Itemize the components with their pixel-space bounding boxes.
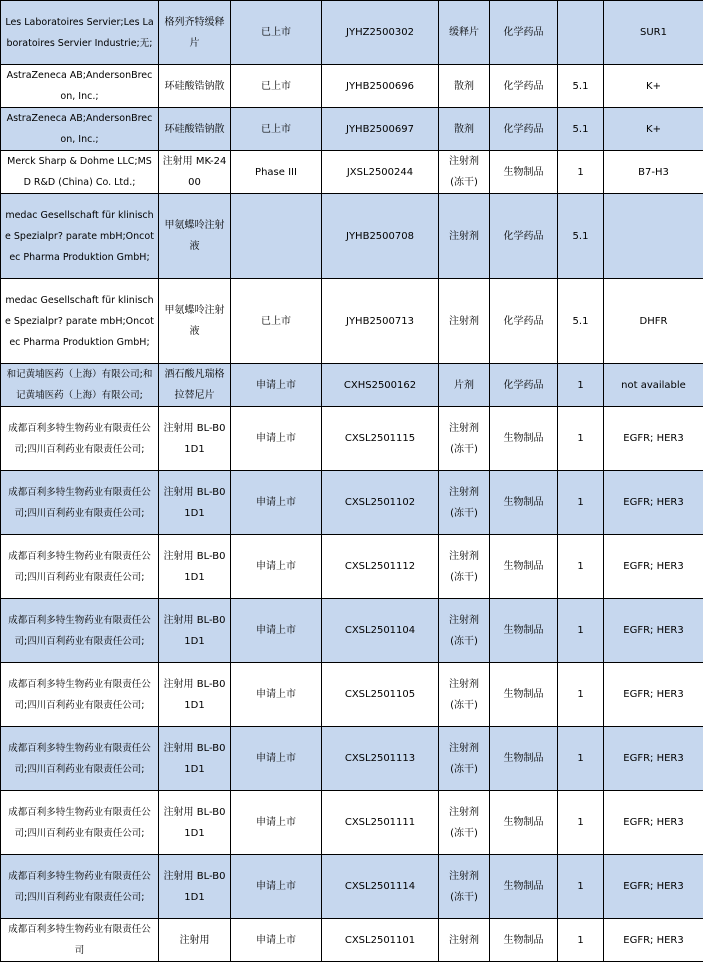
drug-category-cell: 化学药品 — [490, 108, 558, 151]
drug-name-cell: 注射用 BL-B01D1 — [159, 663, 231, 727]
registration-class-cell: 1 — [558, 855, 604, 919]
registration-class-cell: 1 — [558, 364, 604, 407]
acceptance-code-cell: CXHS2500162 — [322, 364, 439, 407]
company-cell: 成都百利多特生物药业有限责任公司;四川百利药业有限责任公司; — [1, 791, 159, 855]
drug-category-cell: 生物制品 — [490, 151, 558, 194]
company-cell: AstraZeneca AB;AndersonBrecon, Inc.; — [1, 108, 159, 151]
acceptance-code-cell: CXSL2501114 — [322, 855, 439, 919]
drug-name-cell: 注射用 BL-B01D1 — [159, 407, 231, 471]
company-cell: 成都百利多特生物药业有限责任公司;四川百利药业有限责任公司; — [1, 471, 159, 535]
status-cell: 申请上市 — [231, 599, 322, 663]
drug-name-cell: 环硅酸锆钠散 — [159, 108, 231, 151]
registration-class-cell: 1 — [558, 599, 604, 663]
target-cell: EGFR; HER3 — [604, 471, 703, 535]
status-cell: 申请上市 — [231, 535, 322, 599]
drug-name-cell: 注射用 MK-2400 — [159, 151, 231, 194]
acceptance-code-cell: JYHB2500697 — [322, 108, 439, 151]
acceptance-code-cell: JXSL2500244 — [322, 151, 439, 194]
drug-name-cell: 注射用 BL-B01D1 — [159, 791, 231, 855]
drug-name-cell: 格列齐特缓释片 — [159, 1, 231, 65]
acceptance-code-cell: CXSL2501102 — [322, 471, 439, 535]
registration-class-cell: 1 — [558, 727, 604, 791]
registration-class-cell: 1 — [558, 407, 604, 471]
drug-name-cell: 注射用 BL-B01D1 — [159, 535, 231, 599]
drug-name-cell: 酒石酸凡瑞格拉替尼片 — [159, 364, 231, 407]
drug-category-cell: 生物制品 — [490, 663, 558, 727]
status-cell: 申请上市 — [231, 919, 322, 962]
drug-name-cell: 甲氨蝶呤注射液 — [159, 194, 231, 279]
status-cell: 已上市 — [231, 65, 322, 108]
table-row — [1, 1, 703, 65]
company-cell: 成都百利多特生物药业有限责任公司;四川百利药业有限责任公司; — [1, 663, 159, 727]
drug-name-cell: 注射用 BL-B01D1 — [159, 599, 231, 663]
registration-class-cell: 5.1 — [558, 279, 604, 364]
drug-category-cell: 生物制品 — [490, 855, 558, 919]
company-cell: 成都百利多特生物药业有限责任公司 — [1, 919, 159, 962]
dosage-form-cell: 缓释片 — [439, 1, 490, 65]
acceptance-code-cell: CXSL2501111 — [322, 791, 439, 855]
table-row — [1, 791, 703, 855]
company-cell: 和记黄埔医药（上海）有限公司;和记黄埔医药（上海）有限公司; — [1, 364, 159, 407]
table-row — [1, 599, 703, 663]
acceptance-code-cell: CXSL2501113 — [322, 727, 439, 791]
dosage-form-cell: 注射剂 — [439, 919, 490, 962]
target-cell: SUR1 — [604, 1, 703, 65]
registration-class-cell — [558, 1, 604, 65]
drug-name-cell: 注射用 BL-B01D1 — [159, 471, 231, 535]
dosage-form-cell: 注射剂 (冻干) — [439, 791, 490, 855]
acceptance-code-cell: JYHZ2500302 — [322, 1, 439, 65]
target-cell: EGFR; HER3 — [604, 407, 703, 471]
company-cell: 成都百利多特生物药业有限责任公司;四川百利药业有限责任公司; — [1, 535, 159, 599]
table-row — [1, 108, 703, 151]
dosage-form-cell: 散剂 — [439, 65, 490, 108]
target-cell: EGFR; HER3 — [604, 919, 703, 962]
target-cell: not available — [604, 364, 703, 407]
target-cell — [604, 194, 703, 279]
dosage-form-cell: 散剂 — [439, 108, 490, 151]
table-row — [1, 855, 703, 919]
status-cell: 申请上市 — [231, 727, 322, 791]
drug-name-cell: 注射用 — [159, 919, 231, 962]
drug-category-cell: 生物制品 — [490, 535, 558, 599]
registration-class-cell: 5.1 — [558, 108, 604, 151]
status-cell: 申请上市 — [231, 471, 322, 535]
target-cell: EGFR; HER3 — [604, 663, 703, 727]
dosage-form-cell: 注射剂 (冻干) — [439, 663, 490, 727]
dosage-form-cell: 注射剂 — [439, 279, 490, 364]
target-cell: EGFR; HER3 — [604, 855, 703, 919]
status-cell: 申请上市 — [231, 364, 322, 407]
registration-class-cell: 1 — [558, 471, 604, 535]
table-row — [1, 471, 703, 535]
dosage-form-cell: 注射剂 (冻干) — [439, 599, 490, 663]
status-cell: 申请上市 — [231, 663, 322, 727]
dosage-form-cell: 注射剂 (冻干) — [439, 151, 490, 194]
company-cell: Les Laboratoires Servier;Les Laboratoires Servier Industrie;无; — [1, 1, 159, 65]
status-cell: 申请上市 — [231, 791, 322, 855]
drug-category-cell: 生物制品 — [490, 471, 558, 535]
registration-class-cell: 1 — [558, 151, 604, 194]
company-cell: medac Gesellschaft für klinische Spezialpr? parate mbH;Oncotec Pharma Produktion GmbH; — [1, 194, 159, 279]
status-cell: Phase III — [231, 151, 322, 194]
dosage-form-cell: 注射剂 (冻干) — [439, 407, 490, 471]
registration-class-cell: 5.1 — [558, 194, 604, 279]
dosage-form-cell: 注射剂 (冻干) — [439, 471, 490, 535]
drug-category-cell: 化学药品 — [490, 1, 558, 65]
target-cell: DHFR — [604, 279, 703, 364]
registration-class-cell: 5.1 — [558, 65, 604, 108]
acceptance-code-cell: JYHB2500713 — [322, 279, 439, 364]
company-cell: 成都百利多特生物药业有限责任公司;四川百利药业有限责任公司; — [1, 407, 159, 471]
company-cell: 成都百利多特生物药业有限责任公司;四川百利药业有限责任公司; — [1, 727, 159, 791]
drug-category-cell: 生物制品 — [490, 919, 558, 962]
drug-category-cell: 化学药品 — [490, 279, 558, 364]
table-row — [1, 919, 703, 962]
target-cell: EGFR; HER3 — [604, 535, 703, 599]
table-row — [1, 279, 703, 364]
status-cell: 申请上市 — [231, 855, 322, 919]
table-row — [1, 663, 703, 727]
status-cell: 申请上市 — [231, 407, 322, 471]
drug-name-cell: 注射用 BL-B01D1 — [159, 855, 231, 919]
drug-name-cell: 注射用 BL-B01D1 — [159, 727, 231, 791]
target-cell: EGFR; HER3 — [604, 791, 703, 855]
target-cell: EGFR; HER3 — [604, 727, 703, 791]
dosage-form-cell: 片剂 — [439, 364, 490, 407]
company-cell: 成都百利多特生物药业有限责任公司;四川百利药业有限责任公司; — [1, 855, 159, 919]
table-row — [1, 65, 703, 108]
registration-class-cell: 1 — [558, 663, 604, 727]
table-row — [1, 364, 703, 407]
acceptance-code-cell: CXSL2501105 — [322, 663, 439, 727]
company-cell: 成都百利多特生物药业有限责任公司;四川百利药业有限责任公司; — [1, 599, 159, 663]
table-row — [1, 151, 703, 194]
company-cell: Merck Sharp & Dohme LLC;MSD R&D (China) Co. Ltd.; — [1, 151, 159, 194]
registration-class-cell: 1 — [558, 919, 604, 962]
drug-name-cell: 环硅酸锆钠散 — [159, 65, 231, 108]
status-cell: 已上市 — [231, 1, 322, 65]
drug-category-cell: 化学药品 — [490, 194, 558, 279]
status-cell: 已上市 — [231, 279, 322, 364]
status-cell: 已上市 — [231, 108, 322, 151]
target-cell: K+ — [604, 65, 703, 108]
dosage-form-cell: 注射剂 (冻干) — [439, 727, 490, 791]
drug-category-cell: 生物制品 — [490, 599, 558, 663]
acceptance-code-cell: JYHB2500708 — [322, 194, 439, 279]
table-row — [1, 407, 703, 471]
acceptance-code-cell: CXSL2501112 — [322, 535, 439, 599]
drug-category-cell: 化学药品 — [490, 364, 558, 407]
company-cell: medac Gesellschaft für klinische Spezialpr? parate mbH;Oncotec Pharma Produktion GmbH; — [1, 279, 159, 364]
table-row — [1, 727, 703, 791]
dosage-form-cell: 注射剂 (冻干) — [439, 535, 490, 599]
table-row — [1, 194, 703, 279]
acceptance-code-cell: JYHB2500696 — [322, 65, 439, 108]
target-cell: B7-H3 — [604, 151, 703, 194]
target-cell: K+ — [604, 108, 703, 151]
registration-class-cell: 1 — [558, 791, 604, 855]
drug-category-cell: 生物制品 — [490, 727, 558, 791]
acceptance-code-cell: CXSL2501115 — [322, 407, 439, 471]
registration-class-cell: 1 — [558, 535, 604, 599]
acceptance-code-cell: CXSL2501104 — [322, 599, 439, 663]
target-cell: EGFR; HER3 — [604, 599, 703, 663]
drug-category-cell: 化学药品 — [490, 65, 558, 108]
table-row — [1, 535, 703, 599]
acceptance-code-cell: CXSL2501101 — [322, 919, 439, 962]
drug-name-cell: 甲氨蝶呤注射液 — [159, 279, 231, 364]
dosage-form-cell: 注射剂 — [439, 194, 490, 279]
drug-category-cell: 生物制品 — [490, 407, 558, 471]
drug-category-cell: 生物制品 — [490, 791, 558, 855]
status-cell — [231, 194, 322, 279]
dosage-form-cell: 注射剂 (冻干) — [439, 855, 490, 919]
company-cell: AstraZeneca AB;AndersonBrecon, Inc.; — [1, 65, 159, 108]
